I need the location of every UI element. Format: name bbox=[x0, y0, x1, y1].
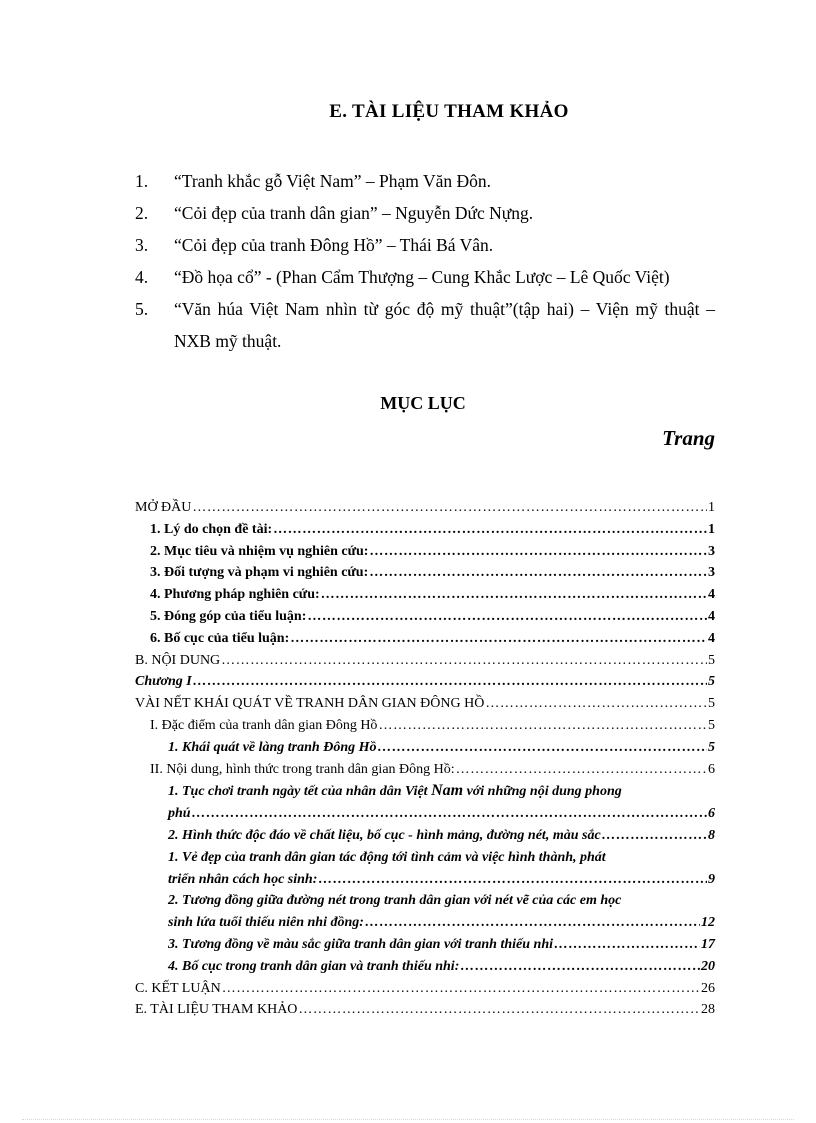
table-of-contents bbox=[135, 497, 715, 1021]
toc-entry-page: 5 bbox=[708, 652, 715, 668]
toc-entry[interactable] bbox=[135, 497, 715, 519]
toc-leader bbox=[378, 715, 707, 737]
reference-item bbox=[135, 293, 715, 357]
toc-entry-text: II. Nội dung, hình thức trong tranh dân gian Đông Hồ: bbox=[150, 761, 455, 777]
toc-leader bbox=[192, 803, 707, 825]
reference-item bbox=[135, 165, 715, 197]
toc-leader bbox=[193, 671, 707, 693]
toc-entry-page: 12 bbox=[701, 915, 715, 931]
toc-entry-text: E. TÀI LIỆU THAM KHẢO bbox=[135, 1002, 298, 1018]
toc-leader bbox=[485, 693, 707, 715]
toc-entry-text: 1. Tục chơi tranh ngày tết của nhân dân Việt bbox=[168, 784, 432, 800]
toc-entry[interactable] bbox=[135, 541, 715, 563]
toc-entry[interactable] bbox=[135, 978, 715, 1000]
toc-entry-text: C. KẾT LUẬN bbox=[135, 980, 221, 996]
toc-entry-text: 3. Đối tượng và phạm vi nghiên cứu: bbox=[150, 565, 369, 581]
toc-leader bbox=[298, 999, 700, 1021]
toc-leader bbox=[290, 628, 707, 650]
toc-entry[interactable] bbox=[135, 825, 715, 847]
toc-entry-page: 4 bbox=[708, 630, 715, 646]
toc-entry-text: với những nội dung phong bbox=[463, 784, 622, 800]
toc-entry-text: 1. Lý do chọn đề tài: bbox=[150, 521, 273, 537]
toc-entry-text: 5. Đóng góp của tiểu luận: bbox=[150, 608, 307, 624]
toc-leader bbox=[273, 519, 707, 541]
toc-title: MỤC LỤC bbox=[380, 393, 466, 413]
toc-entry[interactable] bbox=[135, 693, 715, 715]
toc-entry-page: 1 bbox=[708, 521, 715, 537]
toc-entry-page: 1 bbox=[708, 500, 715, 515]
toc-entry[interactable] bbox=[135, 606, 715, 628]
toc-leader bbox=[307, 606, 707, 628]
references-title: E. TÀI LIỆU THAM KHẢO bbox=[329, 101, 569, 122]
toc-entry[interactable] bbox=[135, 912, 715, 934]
toc-entry-page: 5 bbox=[708, 674, 715, 690]
toc-entry-text: 2. Mục tiêu và nhiệm vụ nghiên cứu: bbox=[150, 543, 369, 559]
toc-entry[interactable] bbox=[135, 584, 715, 606]
toc-leader bbox=[369, 541, 707, 563]
toc-entry-text: VÀI NẾT KHÁI QUÁT VỀ TRANH DÂN GIAN ĐÔNG HỒ bbox=[135, 696, 485, 712]
toc-entry[interactable] bbox=[135, 956, 715, 978]
toc-entry-text: I. Đặc điểm của tranh dân gian Đông Hồ bbox=[150, 717, 378, 733]
toc-entry[interactable] bbox=[135, 803, 715, 825]
toc-entry-page: 4 bbox=[708, 587, 715, 603]
toc-entry-text: Chương I bbox=[135, 674, 192, 690]
toc-entry-text: 2. Tương đồng giữa đường nét trong tranh dân gian với nét vẽ của các em học bbox=[168, 893, 622, 909]
reference-text: “Văn húa Việt Nam nhìn từ góc độ mỹ thuật”(tập hai) – Viện mỹ thuật – NXB mỹ thuật. bbox=[174, 299, 715, 351]
reference-item bbox=[135, 229, 715, 261]
toc-entry-text: 4. Phương pháp nghiên cứu: bbox=[150, 587, 320, 603]
toc-entry-multiline[interactable] bbox=[135, 890, 715, 912]
toc-entry-page: 8 bbox=[708, 827, 715, 843]
toc-entry-page: 6 bbox=[708, 806, 715, 822]
toc-leader bbox=[369, 562, 707, 584]
reference-text: “Tranh khắc gỗ Việt Nam” – Phạm Văn Đôn. bbox=[174, 171, 491, 191]
toc-page-label: Trang bbox=[662, 426, 715, 450]
reference-item bbox=[135, 261, 715, 293]
toc-entry-page: 3 bbox=[708, 565, 715, 581]
toc-entry-page: 9 bbox=[708, 871, 715, 887]
toc-entry-page: 3 bbox=[708, 543, 715, 559]
toc-leader bbox=[318, 869, 707, 891]
toc-leader bbox=[378, 737, 708, 759]
reference-number: 5. bbox=[135, 299, 149, 319]
toc-entry-text: triển nhân cách học sinh: bbox=[168, 871, 318, 887]
toc-entry-text: 4. Bố cục trong tranh dân gian và tranh thiếu nhi: bbox=[168, 958, 460, 974]
reference-number: 4. bbox=[135, 267, 149, 287]
toc-entry[interactable] bbox=[135, 562, 715, 584]
toc-entry-text: B. NỘI DUNG bbox=[135, 652, 221, 668]
toc-leader bbox=[221, 650, 707, 672]
reference-number: 2. bbox=[135, 203, 149, 223]
toc-entry-page: 20 bbox=[701, 958, 715, 974]
toc-entry-page: 17 bbox=[701, 936, 715, 952]
toc-entry-page: 26 bbox=[701, 980, 715, 996]
toc-entry-text: MỞ ĐẦU bbox=[135, 500, 192, 515]
toc-entry[interactable] bbox=[135, 715, 715, 737]
toc-entry[interactable] bbox=[135, 999, 715, 1021]
toc-leader bbox=[602, 825, 707, 847]
toc-entry-text: 1. Khái quát về làng tranh Đông Hồ bbox=[168, 739, 377, 755]
toc-entry-text: 6. Bố cục của tiểu luận: bbox=[150, 630, 290, 646]
reference-text: “Cỏi đẹp của tranh dân gian” – Nguyễn Dức Nựng. bbox=[174, 203, 534, 223]
toc-leader bbox=[321, 584, 707, 606]
toc-entry-page: 5 bbox=[708, 739, 715, 755]
toc-entry-text: 2. Hình thức độc đáo về chất liệu, bố cục - hình mảng, đường nét, màu sắc bbox=[168, 827, 601, 843]
toc-entry[interactable] bbox=[135, 759, 715, 781]
toc-entry-multiline[interactable] bbox=[135, 780, 715, 803]
toc-entry-text: 3. Tương đồng về màu sắc giữa tranh dân gian với tranh thiếu nhi bbox=[168, 936, 553, 952]
toc-entry[interactable] bbox=[135, 737, 715, 759]
toc-entry-text-emphasis: Nam bbox=[431, 782, 464, 800]
toc-entry[interactable] bbox=[135, 628, 715, 650]
toc-leader bbox=[222, 978, 700, 1000]
toc-leader bbox=[460, 956, 700, 978]
toc-entry[interactable] bbox=[135, 671, 715, 693]
toc-entry-text: 1. Vẻ đẹp của tranh dân gian tác động tới tình cảm và việc hình thành, phát bbox=[168, 849, 606, 865]
references-list bbox=[135, 165, 715, 357]
page-bottom-divider bbox=[22, 1119, 794, 1120]
toc-entry-page: 6 bbox=[708, 761, 715, 777]
toc-leader bbox=[554, 934, 700, 956]
reference-number: 1. bbox=[135, 171, 149, 191]
toc-entry-multiline[interactable] bbox=[135, 847, 715, 869]
toc-entry-page: 4 bbox=[708, 608, 715, 624]
toc-leader bbox=[192, 497, 707, 519]
toc-leader bbox=[456, 759, 707, 781]
toc-entry[interactable] bbox=[135, 869, 715, 891]
reference-text: “Cỏi đẹp của tranh Đông Hồ” – Thái Bá Vân. bbox=[174, 235, 494, 255]
reference-number: 3. bbox=[135, 235, 149, 255]
reference-item bbox=[135, 197, 715, 229]
toc-entry[interactable] bbox=[135, 519, 715, 541]
toc-entry-text: sinh lứa tuổi thiếu niên nhi đồng: bbox=[168, 915, 364, 931]
toc-entry[interactable] bbox=[135, 934, 715, 956]
toc-entry-text: phú bbox=[168, 806, 191, 822]
toc-entry-page: 5 bbox=[708, 696, 715, 712]
toc-entry-page: 5 bbox=[708, 717, 715, 733]
reference-text: “Đồ họa cổ” - (Phan Cẩm Thượng – Cung Khắc Lược – Lê Quốc Việt) bbox=[174, 267, 670, 287]
toc-entry-page: 28 bbox=[701, 1002, 715, 1018]
toc-entry[interactable] bbox=[135, 650, 715, 672]
toc-leader bbox=[365, 912, 700, 934]
